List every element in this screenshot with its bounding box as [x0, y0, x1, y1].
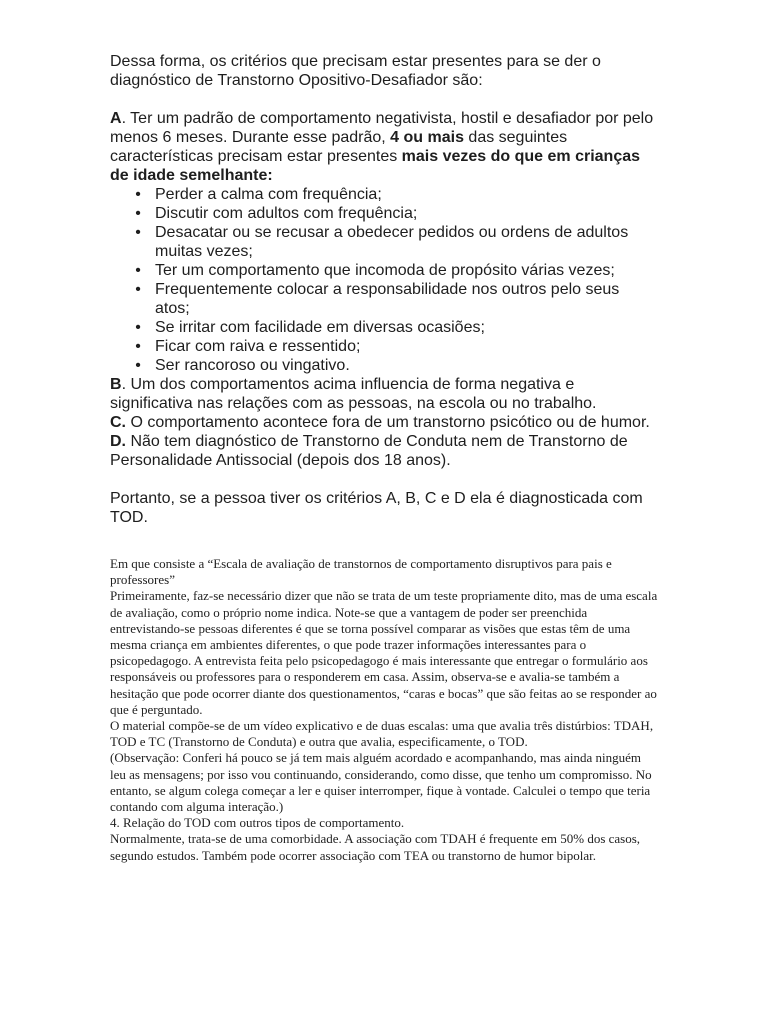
section-4-paragraph: Normalmente, trata-se de uma comorbidade. A associação com TDAH é frequente em 50% dos casos, segundo estudos. Também pode ocorrer associação com TEA ou transtorno de humor bipolar. — [110, 831, 641, 863]
list-item-text: Perder a calma com frequência; — [155, 186, 382, 203]
criterion-b-text: . Um dos comportamentos acima influencia de forma negativa e significativa nas relações com as pessoas, na escola ou no trabalho. — [110, 376, 597, 412]
list-item-text: Frequentemente colocar a responsabilidade nos outros pelo seus atos; — [155, 281, 620, 317]
criterion-a-letter: A — [110, 110, 122, 127]
criterion-a-text-2: das seguintes características precisam estar presentes — [110, 129, 568, 165]
criteria-section — [110, 52, 658, 527]
scale-paragraph-material: O material compõe-se de um vídeo explicativo e de duas escalas: uma que avalia três distúrbios: TDAH, TOD e TC (Transtorno de Conduta) e outra que avalia, especificamente, o TOD. — [110, 718, 654, 750]
list-item — [110, 204, 658, 223]
bullet-icon: • — [135, 357, 141, 374]
criterion-c-letter: C. — [110, 414, 126, 431]
bullet-icon: • — [135, 319, 141, 336]
bullet-icon: • — [135, 281, 141, 298]
list-item — [110, 185, 658, 204]
list-item — [110, 280, 658, 318]
bullet-icon: • — [135, 205, 141, 222]
scale-section — [110, 556, 658, 864]
list-item-text: Desacatar ou se recusar a obedecer pedidos ou ordens de adultos muitas vezes; — [155, 224, 629, 260]
criterion-c-text: O comportamento acontece fora de um transtorno psicótico ou de humor. — [126, 414, 650, 431]
criterion-a-bold-1: 4 ou mais — [390, 129, 464, 146]
list-item — [110, 356, 658, 375]
list-item — [110, 223, 658, 261]
conclusion-paragraph: Portanto, se a pessoa tiver os critérios A, B, C e D ela é diagnosticada com TOD. — [110, 490, 643, 526]
criterion-a-text-1: . Ter um padrão de comportamento negativista, hostil e desafiador por pelo menos 6 meses. Durante esse padrão, — [110, 110, 654, 146]
bullet-icon: • — [135, 262, 141, 279]
list-item-text: Ter um comportamento que incomoda de propósito várias vezes; — [155, 262, 615, 279]
criterion-d-text: Não tem diagnóstico de Transtorno de Conduta nem de Transtorno de Personalidade Antissocial (depois dos 18 anos). — [110, 433, 628, 469]
list-item-text: Ser rancoroso ou vingativo. — [155, 357, 350, 374]
symptom-list — [110, 185, 658, 375]
bullet-icon: • — [135, 186, 141, 203]
document-page — [110, 52, 658, 864]
list-item — [110, 261, 658, 280]
intro-paragraph: Dessa forma, os critérios que precisam estar presentes para se der o diagnóstico de Transtorno Opositivo-Desafiador são: — [110, 53, 601, 89]
scale-paragraph-intro: Primeiramente, faz-se necessário dizer que não se trata de um teste propriamente dito, mas de uma escala de avaliação, como o próprio nome indica. Note-se que a vantagem de poder ser preenchida entrevistando-se pessoas diferentes é que se torna possível comparar as visões que estas têm de uma mesma criança em ambientes diferentes, o que pode trazer informações interessantes para o psicopedagogo. A entrevista feita pelo psicopedagogo é mais interessante que entregar o formulário aos responsáveis ou professores para o responderem em casa. Assim, observa-se e avalia-se também a hesitação que pode ocorrer diante dos questionamentos, “caras e bocas” que são feitas ao se responder ao que é perguntado. — [110, 588, 658, 717]
criterion-d — [110, 432, 658, 470]
scale-paragraph-observation: (Observação: Conferi há pouco se já tem mais alguém acordado e acompanhando, mas ainda ninguém leu as mensagens; por isso vou continuando, considerando, como disse, que tenho um compromisso. No entanto, se algum colega começar a ler e quiser interromper, fique à vontade. Calculei o tempo que teria contando com alguma interação.) — [110, 750, 652, 815]
bullet-icon: • — [135, 224, 141, 241]
list-item-text: Discutir com adultos com frequência; — [155, 205, 418, 222]
list-item — [110, 337, 658, 356]
criterion-b — [110, 375, 658, 413]
criterion-a — [110, 109, 658, 185]
scale-heading: Em que consiste a “Escala de avaliação de transtornos de comportamento disruptivos para pais e professores” — [110, 556, 612, 588]
list-item-text: Ficar com raiva e ressentido; — [155, 338, 361, 355]
criterion-d-letter: D. — [110, 433, 126, 450]
list-item-text: Se irritar com facilidade em diversas ocasiões; — [155, 319, 485, 336]
criterion-c — [110, 413, 658, 432]
criterion-a-bold-2: mais vezes do que em crianças de idade semelhante: — [110, 148, 641, 184]
criterion-b-letter: B — [110, 376, 122, 393]
bullet-icon: • — [135, 338, 141, 355]
section-4-heading: 4. Relação do TOD com outros tipos de comportamento. — [110, 815, 405, 831]
list-item — [110, 318, 658, 337]
